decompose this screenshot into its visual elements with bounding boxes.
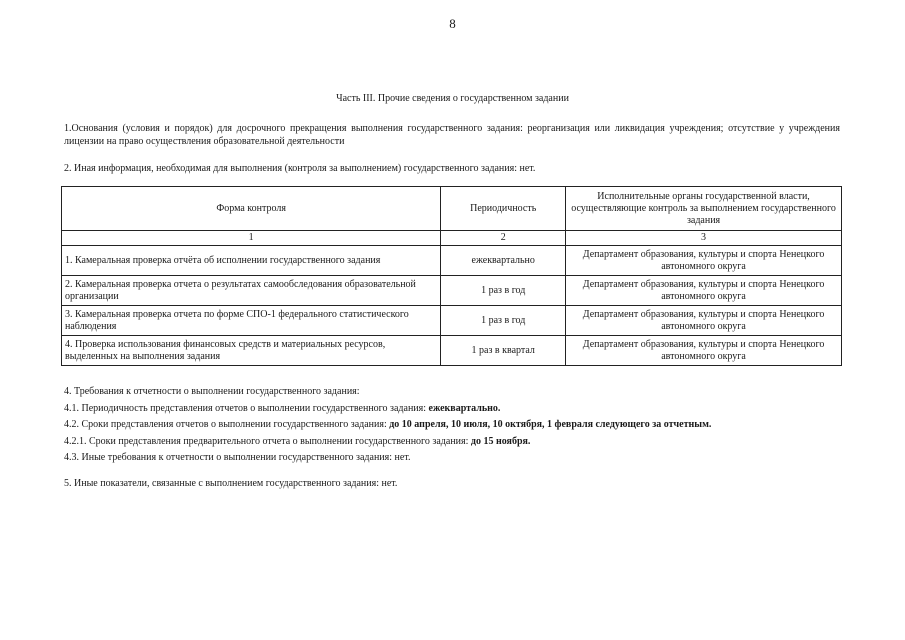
authority-cell: Департамент образования, культуры и спорта Ненецкого автономного округа — [566, 336, 842, 366]
other-indicators: 5. Иные показатели, связанные с выполнением государственного задания: нет. — [64, 478, 398, 489]
table-header-row — [62, 187, 842, 231]
termination-grounds: 1.Основания (условия и порядок) для досрочного прекращения выполнения государственного задания: реорганизация или ликвидация учреждения; отсутствие у учреждения лицензии на право осуществления образовательной деятельности — [64, 123, 840, 147]
control-form-cell: 1. Камеральная проверка отчёта об исполнении государственного задания — [62, 246, 441, 276]
control-table — [61, 186, 842, 366]
authority-cell: Департамент образования, культуры и спорта Ненецкого автономного округа — [566, 306, 842, 336]
reporting-periodicity-label: 4.1. Периодичность представления отчетов о выполнении государственного задания: — [64, 403, 429, 414]
reporting-deadlines-label: 4.2. Сроки представления отчетов о выполнении государственного задания: — [64, 419, 390, 430]
table-row — [62, 306, 842, 336]
table-number-row — [62, 231, 842, 246]
header-periodicity: Периодичность — [441, 187, 566, 231]
reporting-periodicity — [64, 402, 840, 415]
authority-cell: Департамент образования, культуры и спорта Ненецкого автономного округа — [566, 276, 842, 306]
header-authority: Исполнительные органы государственной власти, осуществляющие контроль за выполнением государственного задания — [566, 187, 842, 231]
periodicity-cell: 1 раз в квартал — [441, 336, 566, 366]
control-form-cell: 2. Камеральная проверка отчета о результатах самообследования образовательной организации — [62, 276, 441, 306]
reporting-deadlines-value: до 10 апреля, 10 июля, 10 октября, 1 февраля следующего за отчетным. — [389, 419, 712, 430]
preliminary-report-deadline — [64, 435, 840, 448]
table-row — [62, 276, 842, 306]
reporting-requirements-title: 4. Требования к отчетности о выполнении государственного задания: — [64, 386, 360, 397]
column-number: 3 — [566, 231, 842, 246]
preliminary-report-label: 4.2.1. Сроки представления предварительного отчета о выполнении государственного задания: — [64, 436, 471, 447]
part-title: Часть III. Прочие сведения о государственном задании — [336, 93, 569, 104]
reporting-periodicity-value: ежеквартально. — [428, 403, 501, 414]
control-form-cell: 4. Проверка использования финансовых средств и материальных ресурсов, выделенных на выполнения задания — [62, 336, 441, 366]
column-number: 2 — [441, 231, 566, 246]
preliminary-report-value: до 15 ноября. — [470, 436, 531, 447]
page-number: 8 — [449, 16, 456, 31]
table-row — [62, 246, 842, 276]
periodicity-cell: ежеквартально — [441, 246, 566, 276]
periodicity-cell: 1 раз в год — [441, 306, 566, 336]
header-control-form: Форма контроля — [62, 187, 441, 231]
control-form-cell: 3. Камеральная проверка отчета по форме СПО-1 федерального статистического наблюдения — [62, 306, 441, 336]
reporting-deadlines — [64, 418, 840, 431]
other-reporting-requirements: 4.3. Иные требования к отчетности о выполнении государственного задания: нет. — [64, 452, 411, 463]
other-information: 2. Иная информация, необходимая для выполнения (контроля за выполнением) государственного задания: нет. — [64, 163, 536, 174]
column-number: 1 — [62, 231, 441, 246]
periodicity-cell: 1 раз в год — [441, 276, 566, 306]
authority-cell: Департамент образования, культуры и спорта Ненецкого автономного округа — [566, 246, 842, 276]
table-row — [62, 336, 842, 366]
